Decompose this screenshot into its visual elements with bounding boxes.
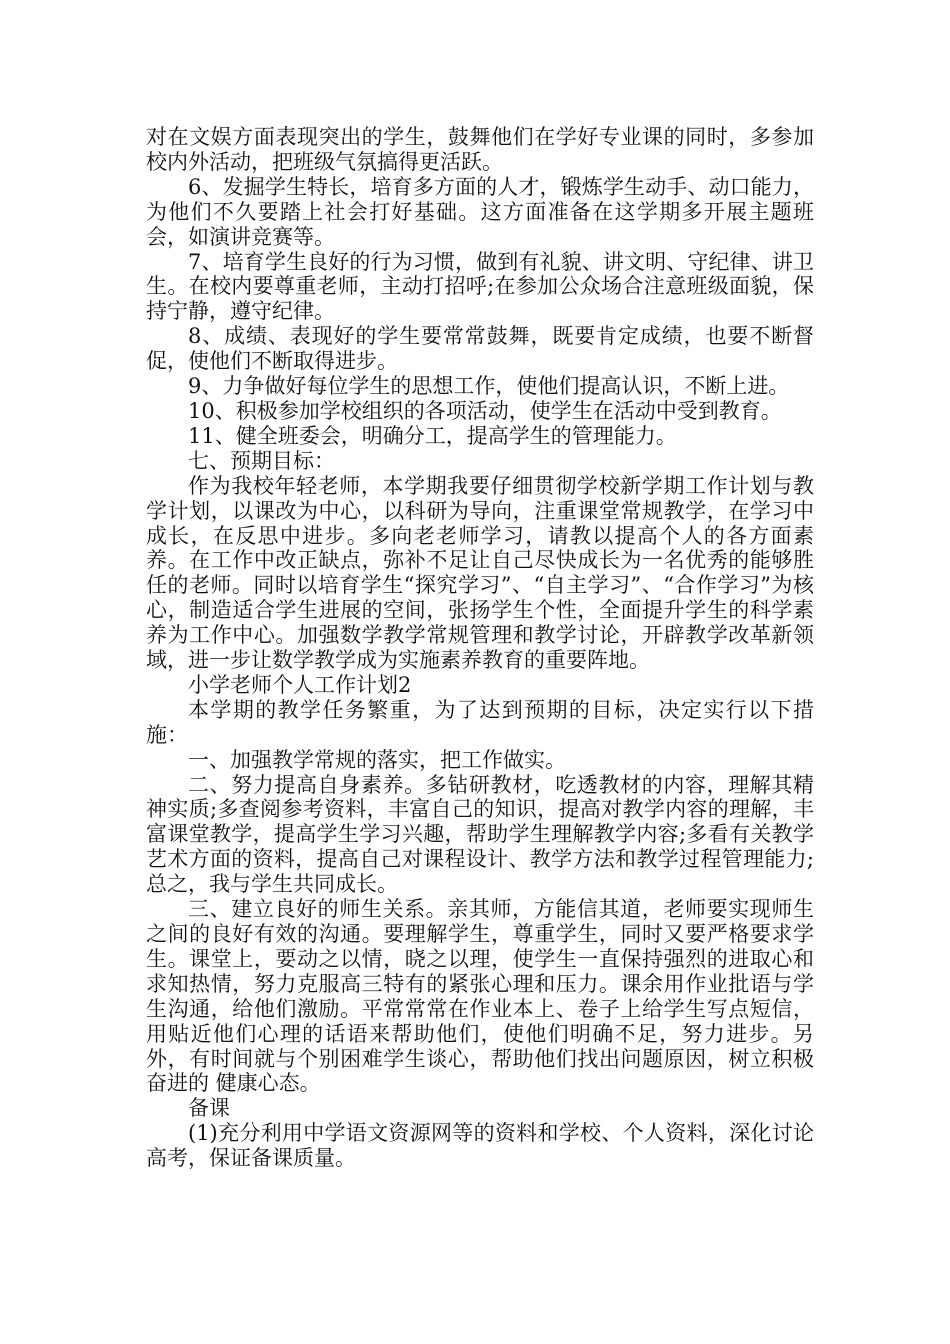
paragraph-14: 三、建立良好的师生关系。亲其师，方能信其道，老师要实现师生之间的良好有效的沟通。要理解学生，尊重学生，同时又要严格要求学生。课堂上，要动之以情，晓之以理，使学生一直保持强烈的进取心和求知热情，努力克服高三特有的紧张心理和压力。课余用作业批语与学生沟通，给他们激励。平常常常在作业本上、卷子上给学生写点短信，用贴近他们心理的话语来帮助他们，使他们明确不足，努力进步。另外，有时间就与个别困难学生谈心，帮助他们找出问题原因，树立积极奋进的 健康心态。 [146,897,814,1096]
paragraph-6: 10、积极参加学校组织的各项活动，使学生在活动中受到教育。 [188,398,782,423]
paragraph-16: (1)充分利用中学语文资源网等的资料和学校、个人资料，深化讨论高考，保证备课质量。 [146,1121,814,1171]
section-heading-lesson-prep: 备课 [188,1096,230,1121]
paragraph-2: 6、发掘学生特长，培育多方面的人才，锻炼学生动手、动口能力，为他们不久要踏上社会打好基础。这方面准备在这学期多开展主题班会，如演讲竞赛等。 [146,174,814,249]
paragraph-13: 二、努力提高自身素养。多钻研教材，吃透教材的内容，理解其精神实质;多查阅参考资料，丰富自己的知识，提高对教学内容的理解，丰富课堂教学，提高学生学习兴趣，帮助学生理解教学内容;多看有关教学艺术方面的资料，提高自己对课程设计、教学方法和教学过程管理能力;总之，我与学生共同成长。 [146,772,814,897]
paragraph-9: 作为我校年轻老师，本学期我要仔细贯彻学校新学期工作计划与教学计划，以课改为中心，以科研为导向，注重课堂常规教学，在学习中成长，在反思中进步。多向老老师学习，请教以提高个人的各方面素养。在工作中改正缺点，弥补不足让自己尽快成长为一名优秀的能够胜任的老师。同时以培育学生“探究学习”、“自主学习”、“合作学习”为核心，制造适合学生进展的空间，张扬学生个性，全面提升学生的科学素养为工作中心。加强数学教学常规管理和教学讨论，开辟教学改革新领域，进一步让数学教学成为实施素养教育的重要阵地。 [146,473,814,673]
section-heading-goals: 七、预期目标： [188,448,335,473]
paragraph-4: 8、成绩、表现好的学生要常常鼓舞，既要肯定成绩，也要不断督促，使他们不断取得进步。 [146,324,814,374]
paragraph-3: 7、培育学生良好的行为习惯，做到有礼貌、讲文明、守纪律、讲卫生。在校内要尊重老师，主动打招呼;在参加公众场合注意班级面貌，保持宁静，遵守纪律。 [146,249,814,324]
paragraph-5: 9、力争做好每位学生的思想工作，使他们提高认识，不断上进。 [188,374,790,399]
paragraph-1: 对在文娱方面表现突出的学生，鼓舞他们在学好专业课的同时，多参加校内外活动，把班级气氛搞得更活跃。 [146,125,814,174]
document-subtitle: 小学老师个人工作计划2 [188,672,412,697]
document-page [146,125,814,1171]
paragraph-12: 一、加强教学常规的落实，把工作做实。 [188,747,566,772]
paragraph-11: 本学期的教学任务繁重，为了达到预期的目标，决定实行以下措施： [146,697,814,747]
paragraph-7: 11、健全班委会，明确分工，提高学生的管理能力。 [188,423,677,448]
